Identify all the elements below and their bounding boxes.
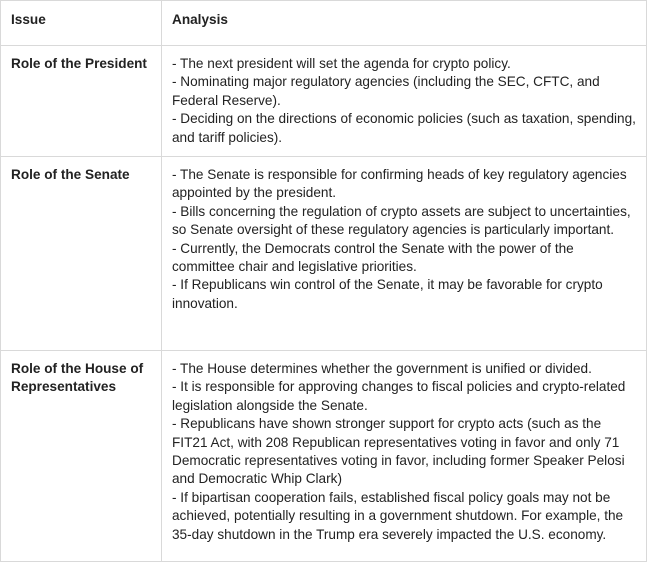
analysis-cell (162, 46, 647, 157)
issue-label: Role of the President (11, 56, 147, 71)
table-header-row (1, 1, 647, 46)
header-issue-label: Issue (11, 12, 46, 27)
analysis-point: - The House determines whether the government is unified or divided. (172, 361, 592, 376)
analysis-point: - Currently, the Democrats control the Senate with the power of the committee chair and legislative priorities. (172, 240, 574, 275)
table-row-house (1, 351, 647, 562)
analysis-point: - Bills concerning the regulation of crypto assets are subject to uncertainties, so Senate oversight of these regulatory agencies is particularly important. (172, 203, 631, 238)
analysis-cell (162, 351, 647, 562)
analysis-point: - Deciding on the directions of economic policies (such as taxation, spending, and tariff policies). (172, 111, 636, 145)
issue-cell (1, 46, 162, 157)
analysis-point: - If bipartisan cooperation fails, established fiscal policy goals may not be achieved, potentially resulting in a government shutdown. For example, the 35-day shutdown in the Trump era severely impacted the U.S. economy. (172, 489, 624, 542)
issue-label: Role of the House of Representatives (11, 361, 144, 395)
header-analysis-label: Analysis (172, 12, 228, 27)
analysis-point: - Republicans have shown stronger support for crypto acts (such as the FIT21 Act, with 208 Republican representatives voting in favor and only 71 Democratic representatives voting in favor, including former Speaker Pelosi and Democratic Whip Clark) (172, 416, 625, 487)
analysis-cell (162, 157, 647, 351)
issue-label: Role of the Senate (11, 167, 130, 182)
analysis-point: - The next president will set the agenda for crypto policy. (172, 56, 511, 71)
issue-cell (1, 157, 162, 351)
analysis-point: - Nominating major regulatory agencies (including the SEC, CFTC, and Federal Reserve). (172, 74, 600, 108)
table-row-senate (1, 157, 647, 351)
analysis-point: - If Republicans win control of the Senate, it may be favorable for crypto innovation. (172, 277, 603, 311)
table-row-president (1, 46, 647, 157)
analysis-point: - The Senate is responsible for confirming heads of key regulatory agencies appointed by the president. (172, 167, 627, 201)
issue-cell (1, 351, 162, 562)
analysis-point: - It is responsible for approving changes to fiscal policies and crypto-related legislation alongside the Senate. (172, 379, 626, 413)
header-issue (1, 1, 162, 46)
header-analysis (162, 1, 647, 46)
